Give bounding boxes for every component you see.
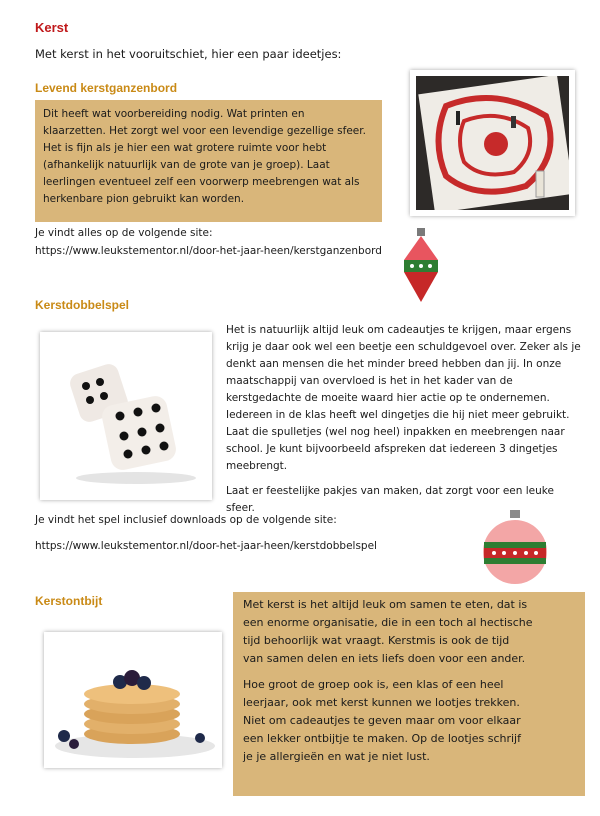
pancake-image — [50, 638, 216, 762]
ontbijt-text-box — [233, 592, 585, 796]
text-line: maatschappij van overvloed is het in het kader van de — [226, 375, 513, 387]
text-line: herkenbare pion gebruikt kan worden. — [43, 193, 245, 205]
ganzenbord-site-intro: Je vindt alles op de volgende site: — [35, 227, 213, 239]
text-line: meebrengt. — [226, 460, 288, 472]
ganzenbord-url[interactable]: https://www.leukstementor.nl/door-het-jaar-heen/kerstganzenbord — [35, 245, 382, 257]
page-title: Kerst — [35, 20, 69, 35]
text-line: Het is fijn als je hier een wat grotere ruimte voor hebt — [43, 142, 327, 154]
text-line: Met kerst is het altijd leuk om samen te eten, dat is — [243, 598, 528, 611]
text-line: tijd behoorlijk wat vraagt. Kerstmis is ook de tijd — [243, 634, 510, 647]
text-line: je je allergieën en wat je niet lust. — [243, 750, 430, 763]
text-line: leerlingen eventueel zelf een voorwerp meebrengen wat als — [43, 176, 360, 188]
text-line: Laat er feestelijke pakjes van maken, dat zorgt voor een leuke sfeer. — [226, 485, 554, 514]
pancake-photo — [44, 632, 222, 768]
text-line: Hoe groot de groep ook is, een klas of een heel — [243, 678, 504, 691]
section-heading-dobbelspel: Kerstdobbelspel — [35, 298, 130, 312]
dice-image — [46, 338, 206, 494]
ganzenbord-text-box — [35, 100, 382, 222]
text-line: klaarzetten. Het zorgt wel voor een levendige gezellige sfeer. — [43, 125, 366, 137]
text-line: denkt aan mensen die het minder breed hebben dan jij. In onze — [226, 358, 562, 370]
ornament-green-icon — [402, 228, 440, 304]
text-line: Het is natuurlijk altijd leuk om cadeautjes te krijgen, maar ergens — [226, 324, 572, 336]
intro-text: Met kerst in het vooruitschiet, hier een paar ideetjes: — [35, 47, 342, 61]
text-line: Laat die spulletjes (wel nog heel) inpakken en meebrengen naar — [226, 426, 565, 438]
ganzenbord-photo — [410, 70, 575, 216]
text-line: kerstgedachte de moeite waard hier actie op te ondernemen. — [226, 392, 550, 404]
dobbelspel-site-intro: Je vindt het spel inclusief downloads op de volgende site: — [35, 514, 337, 526]
section-heading-ganzenbord: Levend kerstganzenbord — [35, 81, 178, 95]
dice-photo — [40, 332, 212, 500]
text-line: een enorme organisatie, die in een toch al hectische — [243, 616, 533, 629]
text-line: van samen delen en iets liefs doen voor een ander. — [243, 652, 526, 665]
dobbelspel-text — [226, 322, 586, 517]
text-line: Iedereen in de klas heeft wel dingetjes die hij niet meer gebruikt. — [226, 409, 570, 421]
section-heading-ontbijt: Kerstontbijt — [35, 594, 103, 608]
text-line: krijg je daar ook wel een beetje een schuldgevoel over. Zeker als je — [226, 341, 581, 353]
text-line: leerjaar, ook met kerst kunnen we lootjes trekken. — [243, 696, 520, 709]
text-line: Dit heeft wat voorbereiding nodig. Wat printen en — [43, 108, 305, 120]
text-line: Niet om cadeautjes te geven maar om voor elkaar — [243, 714, 521, 727]
ornament-pink-icon — [482, 510, 548, 586]
game-board-image — [416, 76, 569, 210]
text-line: school. Je kunt bijvoorbeeld afspreken dat iedereen 3 dingetjes — [226, 443, 558, 455]
text-line: (afhankelijk natuurlijk van de grote van je groep). Laat — [43, 159, 330, 171]
dobbelspel-url[interactable]: https://www.leukstementor.nl/door-het-jaar-heen/kerstdobbelspel — [35, 540, 377, 552]
text-line: een lekker ontbijtje te maken. Op de lootjes schrijf — [243, 732, 521, 745]
